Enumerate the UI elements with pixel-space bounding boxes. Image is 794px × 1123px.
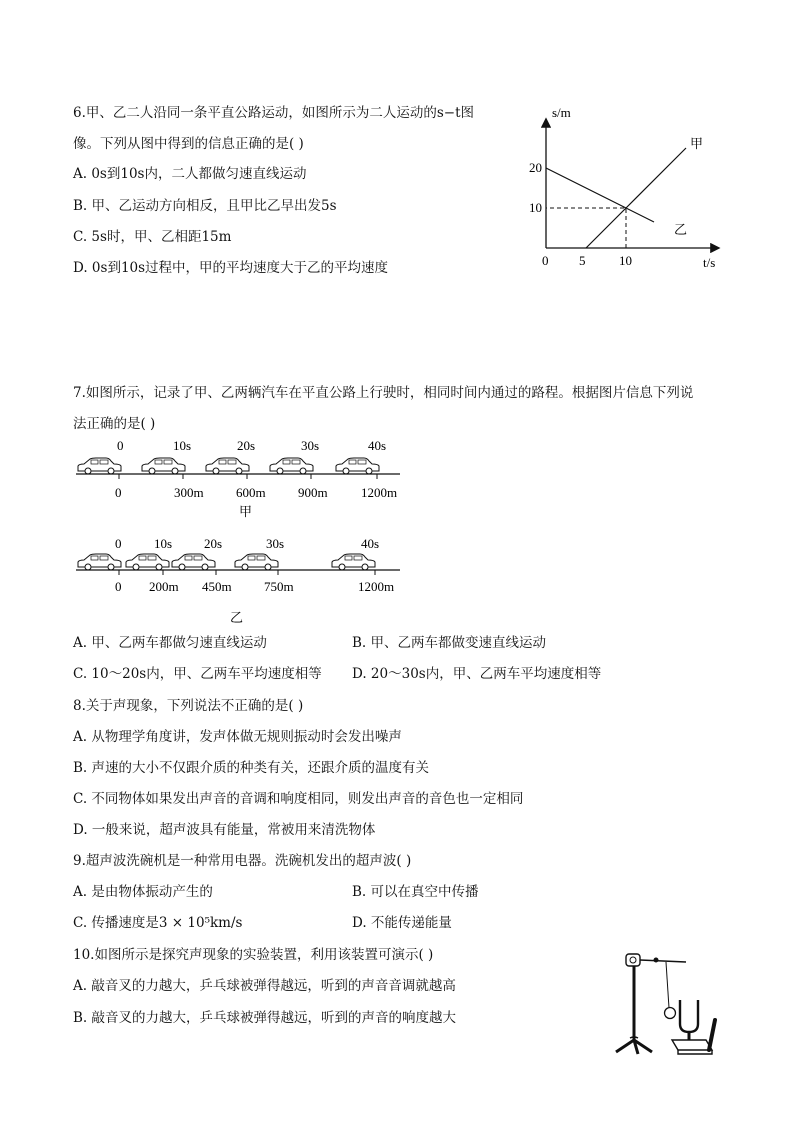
y-axis-label: s/m xyxy=(552,105,571,120)
q10-stem: 10.如图所示是探究声现象的实验装置，利用该装置可演示( ) xyxy=(73,947,434,963)
jia-time-40s: 40s xyxy=(368,438,387,453)
jia-time-30s: 30s xyxy=(301,438,320,453)
q7-option-b: B. 甲、乙两车都做变速直线运动 xyxy=(352,635,547,651)
q7-option-a: A. 甲、乙两车都做匀速直线运动 xyxy=(73,635,267,651)
jia-dist-900m: 900m xyxy=(298,485,328,500)
y-tick-10: 10 xyxy=(529,200,542,215)
q10-option-a: A. 敲音叉的力越大，乒乓球被弹得越远，听到的声音音调就越高 xyxy=(73,978,456,994)
jia-car-10s xyxy=(142,458,185,474)
jia-car-40s xyxy=(336,458,379,474)
q7-option-d: D. 20～30s内，甲、乙两车平均速度相等 xyxy=(352,666,602,682)
jia-time-0: 0 xyxy=(117,438,124,453)
yi-time-30s: 30s xyxy=(266,536,285,551)
series-line-yi xyxy=(546,168,654,222)
q6-st-chart xyxy=(520,100,735,280)
q7-stem-line2: 法正确的是( ) xyxy=(73,416,156,432)
ping-pong-ball xyxy=(665,1008,676,1019)
q8-option-a: A. 从物理学角度讲，发声体做无规则振动时会发出噪声 xyxy=(73,729,402,745)
y-tick-20: 20 xyxy=(529,160,542,175)
jia-time-10s: 10s xyxy=(173,438,192,453)
jia-time-20s: 20s xyxy=(237,438,256,453)
yi-time-0: 0 xyxy=(115,536,122,551)
q8-option-d: D. 一般来说，超声波具有能量，常被用来清洗物体 xyxy=(73,822,376,838)
yi-car-0 xyxy=(78,554,121,570)
series-label-yi: 乙 xyxy=(674,222,688,237)
q7-option-c: C. 10～20s内，甲、乙两车平均速度相等 xyxy=(73,666,322,682)
q9-stem: 9.超声波洗碗机是一种常用电器。洗碗机发出的超声波( ) xyxy=(73,853,412,869)
q6-option-c: C. 5s时，甲、乙相距15m xyxy=(73,229,232,245)
yi-dist-200m: 200m xyxy=(149,579,179,594)
jia-car-30s xyxy=(270,458,313,474)
tuning-fork xyxy=(680,1000,698,1032)
yi-time-40s: 40s xyxy=(361,536,380,551)
yi-label: 乙 xyxy=(230,610,244,625)
yi-car-30s xyxy=(235,554,278,570)
x-tick-0: 0 xyxy=(542,253,549,268)
x-tick-10: 10 xyxy=(619,253,632,268)
q10-option-b: B. 敲音叉的力越大，乒乓球被弹得越远，听到的声音的响度越大 xyxy=(73,1010,457,1026)
q6-option-b: B. 甲、乙运动方向相反，且甲比乙早出发5s xyxy=(73,198,337,214)
yi-time-20s: 20s xyxy=(204,536,223,551)
q6-stem-line2: 像。下列从图中得到的信息正确的是( ) xyxy=(73,136,304,152)
mallet xyxy=(709,1020,715,1050)
tuning-fork-apparatus xyxy=(608,940,728,1065)
yi-dist-1200m: 1200m xyxy=(358,579,395,594)
q7-road-diagram xyxy=(70,432,415,632)
q6-option-d: D. 0s到10s过程中，甲的平均速度大于乙的平均速度 xyxy=(73,260,389,276)
x-tick-5: 5 xyxy=(579,253,586,268)
jia-label: 甲 xyxy=(239,504,253,519)
yi-car-20s xyxy=(172,554,215,570)
series-line-jia xyxy=(586,148,686,248)
q9-option-b: B. 可以在真空中传播 xyxy=(352,884,479,900)
yi-car-10s xyxy=(126,554,169,570)
q9-option-d: D. 不能传递能量 xyxy=(352,915,452,931)
q8-option-c: C. 不同物体如果发出声音的音调和响度相同，则发出声音的音色也一定相同 xyxy=(73,791,524,807)
q8-stem: 8.关于声现象，下列说法不正确的是( ) xyxy=(73,698,304,714)
series-label-jia: 甲 xyxy=(690,136,704,151)
yi-car-40s xyxy=(332,554,375,570)
q6-stem-line1: 6.甲、乙二人沿同一条平直公路运动，如图所示为二人运动的s−t图 xyxy=(73,105,475,121)
stand-arm xyxy=(640,960,686,962)
q6-option-a: A. 0s到10s内，二人都做匀速直线运动 xyxy=(73,166,307,182)
yi-dist-750m: 750m xyxy=(264,579,294,594)
q9-option-a: A. 是由物体振动产生的 xyxy=(73,884,213,900)
yi-dist-0: 0 xyxy=(115,579,122,594)
yi-time-10s: 10s xyxy=(154,536,173,551)
resonance-box xyxy=(672,1040,712,1050)
yi-dist-450m: 450m xyxy=(202,579,232,594)
jia-dist-300m: 300m xyxy=(174,485,204,500)
q7-stem-line1: 7.如图所示，记录了甲、乙两辆汽车在平直公路上行驶时，相同时间内通过的路程。根据图片信息下列说 xyxy=(73,385,694,401)
jia-dist-0: 0 xyxy=(115,485,122,500)
jia-dist-600m: 600m xyxy=(236,485,266,500)
q8-option-b: B. 声速的大小不仅跟介质的种类有关，还跟介质的温度有关 xyxy=(73,760,430,776)
string xyxy=(666,962,669,1008)
jia-car-20s xyxy=(206,458,249,474)
x-axis-label: t/s xyxy=(703,255,716,270)
q9-option-c: C. 传播速度是3 × 10⁵km/s xyxy=(73,915,243,931)
stand-base xyxy=(616,1040,652,1054)
jia-dist-1200m: 1200m xyxy=(361,485,398,500)
intersection-guide xyxy=(546,208,626,248)
jia-car-0 xyxy=(78,458,121,474)
